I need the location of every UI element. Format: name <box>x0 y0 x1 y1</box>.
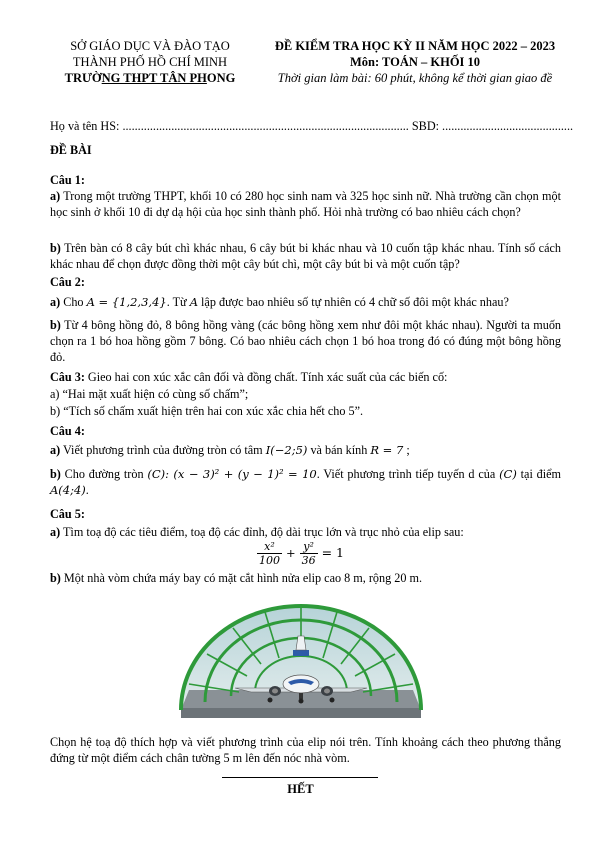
q5-title: Câu 5: <box>50 507 85 521</box>
q4-title: Câu 4: <box>50 424 85 438</box>
ellipse-equation: $\frac{\text{x²}}{100}$ + $\frac{\text{y²}}{36}$ = 1 <box>258 540 345 567</box>
q5-part-a: a) Tìm toạ độ các tiêu điểm, toạ độ các đỉnh, độ dài trục lớn và trục nhỏ của elip sau: <box>50 525 464 539</box>
footer-divider <box>222 777 378 778</box>
city-name: THÀNH PHỐ HỒ CHÍ MINH <box>72 55 228 69</box>
hangar-illustration <box>175 598 427 720</box>
exam-title: ĐỀ KIỂM TRA HỌC KỲ II NĂM HỌC 2022 – 2023 <box>274 39 556 53</box>
q5-part-b-continued: Chọn hệ toạ độ thích hợp và viết phương trình của elip nói trên. Tính khoảng cách theo phương thẳng đứng từ một điểm cách chân tường 5 m lên đến nóc nhà vòm. <box>50 735 561 765</box>
header-left <box>40 38 260 86</box>
section-title: ĐỀ BÀI <box>50 143 92 157</box>
fraction-y: $\frac{\text{y²}}{36}$ <box>301 540 316 567</box>
exam-time: Thời gian làm bài: 60 phút, không kể thời gian giao đề <box>277 71 553 85</box>
fraction-x: $\frac{\text{x²}}{100}$ <box>258 540 280 567</box>
q2-part-b: b) Từ 4 bông hồng đỏ, 8 bông hồng vàng (các bông hồng xem như đôi một khác nhau). Người ta muốn chọn ra 1 bó hoa hồng gồm 7 bông. Có bao nhiêu cách chọn 1 bó hoa trong đó có đúng một bông hồng đỏ. <box>50 318 562 364</box>
student-info <box>50 118 580 134</box>
q3-part-b: b) “Tích số chấm xuất hiện trên hai con xúc xắc chia hết cho 5”. <box>50 404 364 418</box>
student-name-field: Họ và tên HS: .............................................................................................. <box>50 119 409 133</box>
q4-part-a: a) Viết phương trình của đường tròn có tâm I(−2;5) và bán kính R = 7 ; <box>50 443 410 457</box>
q1-title: Câu 1: <box>50 173 85 187</box>
q2-part-a: a) Cho A = {1,2,3,4}. Từ A lập được bao nhiêu số tự nhiên có 4 chữ số đôi một khác nhau? <box>50 295 509 309</box>
footer-end: HẾT <box>287 782 314 796</box>
q3-part-a: a) “Hai mặt xuất hiện có cùng số chấm”; <box>50 387 249 401</box>
q1-part-a: a) Trong một trường THPT, khối 10 có 280 học sinh nam và 325 học sinh nữ. Nhà trường cần chọn một học sinh ở khối 10 đi dự dạ hội của học sinh thành phố. Hỏi nhà trường có bao nhiêu cách chọn? <box>50 189 561 219</box>
student-sbd-field: SBD: ........................................... <box>411 119 574 133</box>
school-name: TRƯỜNG THPT TÂN PHONG <box>64 71 236 85</box>
q3-question: Câu 3: Gieo hai con xúc xắc cân đối và đồng chất. Tính xác suất của các biến cố: <box>50 370 448 384</box>
q1-part-b: b) Trên bàn có 8 cây bút chì khác nhau, 6 cây bút bi khác nhau và 10 cuốn tập khác nhau. Tính số cách khác nhau để chọn được đồng thời một cây bút chì, một cây bút bi và một cuốn tập? <box>50 241 561 271</box>
header-right <box>250 38 580 86</box>
q5-part-b: b) Một nhà vòm chứa máy bay có mặt cắt hình nửa elip cao 8 m, rộng 20 m. <box>50 571 422 585</box>
q2-title: Câu 2: <box>50 275 85 289</box>
department-name: SỞ GIÁO DỤC VÀ ĐÀO TẠO <box>70 39 230 53</box>
exam-subject: Môn: TOÁN – KHỐI 10 <box>349 55 481 69</box>
q4-part-b: b) Cho đường tròn (C): (x − 3)² + (y − 1)² = 10. Viết phương trình tiếp tuyến d của (C) tại điểm A(4;4). <box>50 467 562 497</box>
